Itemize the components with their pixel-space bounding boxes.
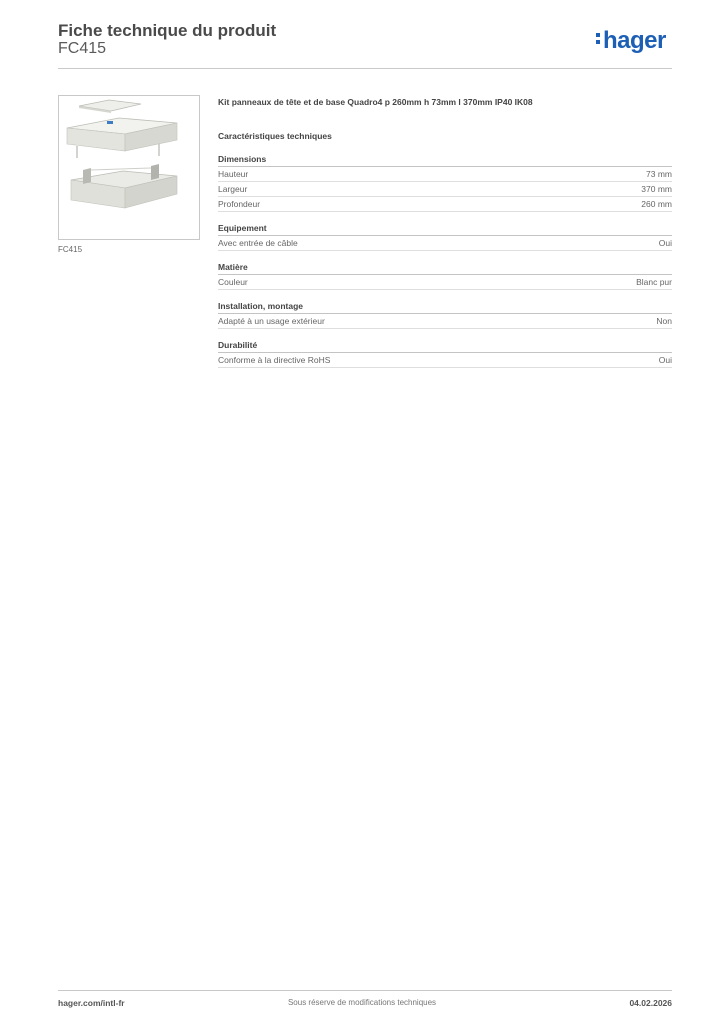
product-image-frame xyxy=(58,95,200,240)
spec-value: Oui xyxy=(658,355,672,365)
group-title: Durabilité xyxy=(218,338,672,353)
spec-label: Avec entrée de câble xyxy=(218,238,298,248)
spec-label: Couleur xyxy=(218,277,248,287)
group-title: Equipement xyxy=(218,221,672,236)
logo-dots-icon xyxy=(596,33,601,47)
spec-value: Oui xyxy=(658,238,672,248)
spec-value: 370 mm xyxy=(641,184,672,194)
spec-label: Profondeur xyxy=(218,199,261,209)
hager-logo[interactable] xyxy=(596,27,666,55)
spec-row xyxy=(218,167,672,182)
group-installation xyxy=(218,299,672,329)
specs-heading: Caractéristiques techniques xyxy=(218,131,332,141)
spec-value: Non xyxy=(656,316,672,326)
group-title: Matière xyxy=(218,260,672,275)
footer-website-link[interactable]: hager.com/intl-fr xyxy=(58,998,125,1008)
spec-label: Hauteur xyxy=(218,169,249,179)
spec-value: 260 mm xyxy=(641,199,672,209)
product-image-caption: FC415 xyxy=(58,245,83,254)
spec-value: Blanc pur xyxy=(636,277,672,287)
product-description: Kit panneaux de tête et de base Quadro4 p 260mm h 73mm l 370mm IP40 IK08 xyxy=(218,97,533,107)
group-matiere xyxy=(218,260,672,290)
product-photo-icon xyxy=(59,96,199,239)
spec-row xyxy=(218,314,672,329)
footer-divider xyxy=(58,990,672,991)
spec-value: 73 mm xyxy=(646,169,672,179)
logo-text: hager xyxy=(603,27,666,54)
spec-row xyxy=(218,197,672,212)
spec-row xyxy=(218,182,672,197)
footer-date: 04.02.2026 xyxy=(629,998,672,1008)
spec-label: Conforme à la directive RoHS xyxy=(218,355,331,365)
spec-row xyxy=(218,353,672,368)
group-title: Installation, montage xyxy=(218,299,672,314)
specs-table xyxy=(218,152,672,377)
spec-row xyxy=(218,236,672,251)
spec-label: Largeur xyxy=(218,184,248,194)
product-code: FC415 xyxy=(58,40,107,57)
footer-note: Sous réserve de modifications techniques xyxy=(287,998,437,1007)
page-title: Fiche technique du produit xyxy=(58,21,277,40)
spec-row xyxy=(218,275,672,290)
header-divider xyxy=(58,68,672,69)
spec-label: Adapté à un usage extérieur xyxy=(218,316,325,326)
group-title: Dimensions xyxy=(218,152,672,167)
group-durabilite xyxy=(218,338,672,368)
group-equipement xyxy=(218,221,672,251)
group-dimensions xyxy=(218,152,672,212)
